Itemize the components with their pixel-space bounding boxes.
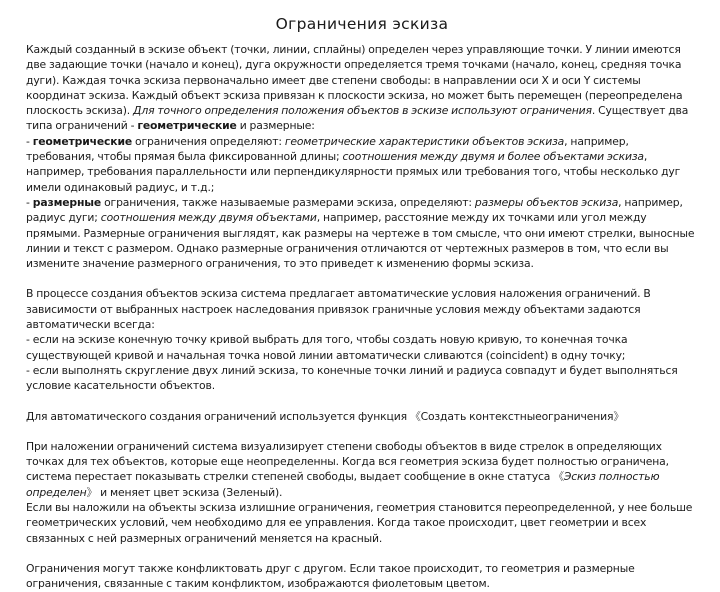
visualization-text-a: При наложении ограничений система визуализирует степени свободы объектов в виде стрелок в определяющих точках для тех объектов, которые еще неопределенны. Когда вся геометрия эскиза будет полностью ограничена, система перестает показывать стрелки степеней свободы, выдает сообщение в окне статуса 《 (26, 439, 669, 484)
intro-text-end: и размерные: (236, 119, 315, 133)
dimensional-text-c: , например, расстояние между их точками или угол между прямыми. Размерные ограничения выглядят, как размеры на чертеже в том смысле, что они имеют стрелки, выносные линии и текст с размером. Однако размерные ограничения отличаются от чертежных размеров в том, что если вы измените значение размерного ограничения, то это приведет к изменению формы эскиза. (26, 211, 695, 271)
spacer (26, 271, 698, 286)
visualization-em: Эскиз полностью определен (26, 470, 660, 499)
intro-text-tail: . Существует два типа ограничений - (26, 104, 689, 133)
intro-emphasis: Для точного определения положения объектов в эскизе используют ограничения (133, 104, 592, 118)
dimensional-text-b: , например, радиус дуги; (26, 195, 683, 225)
spacer (26, 424, 698, 439)
geometric-em-1: геометрические характеристики объектов эскиза (284, 134, 565, 148)
geometric-text-b: , например, требования, чтобы прямая была фиксированной длины; (26, 134, 629, 164)
spacer (26, 394, 698, 409)
paragraph-intro (26, 42, 698, 134)
paragraph-visualization (26, 439, 698, 500)
visualization-text-b: 》 и меняет цвет эскиза (Зеленый). (86, 485, 283, 499)
geometric-dash: - (26, 134, 33, 148)
geometric-text-a: ограничения определяют: (132, 134, 285, 148)
geometric-em-2: соотношения между двумя и более объектами эскиза (342, 150, 644, 164)
dimensional-dash: - (26, 195, 33, 209)
spacer (26, 546, 698, 561)
dimensional-text-a: ограничения, также называемые размерами эскиза, определяют: (101, 195, 475, 209)
intro-text: Каждый созданный в эскизе объект (точки, линии, сплайны) определен через управляющие точки. У линии имеются две задающие точки (начало и конец), дуга окружности определяется тремя точками (начало, конец, средняя точка дуги). Каждая точка эскиза первоначально имеет две степени свободы: в направлении оси X и оси Y системы координат эскиза. Каждый объект эскиза привязан к плоскости эскиза, но может быть перемещен (переопределена плоскость эскиза). (26, 43, 683, 118)
geometric-text-c: , например, требования параллельности или перпендикулярности прямых или требования того, чтобы несколько дуг имели одинаковый радиус, и т.д.; (26, 150, 681, 194)
paragraph-geometric (26, 134, 698, 195)
page-title: Ограничения эскиза (275, 15, 449, 33)
paragraph-dimensional (26, 195, 698, 271)
paragraph-coincident: - если на эскизе конечную точку кривой выбрать для того, чтобы создать новую кривую, то конечная точка существующей кривой и начальная точка новой линии автоматически сливаются (coincident) в одну точку; (26, 333, 628, 362)
intro-strong: геометрические (137, 119, 237, 133)
paragraph-conflict: Ограничения могут также конфликтовать друг с другом. Если такое происходит, то геометрия и размерные ограничения, связанные с таким конфликтом, изображаются фиолетовым цветом. (26, 561, 635, 591)
dimensional-em-2: соотношения между двумя объектами (100, 211, 317, 225)
paragraph-function: Для автоматического создания ограничений используется функция 《Создать контекстныеограничения》 (26, 409, 624, 423)
paragraph-auto-conditions: В процессе создания объектов эскиза система предлагает автоматические условия наложения ограничений. В зависимости от выбранных настроек наследования привязок граничные условия между объектами задаются автоматически всегда: (26, 287, 651, 332)
dimensional-em-1: размеры объектов эскиза (474, 195, 619, 209)
geometric-strong: геометрические (32, 134, 133, 148)
paragraph-overconstrained: Если вы наложили на объекты эскиза излишние ограничения, геометрия становится переопределенной, у нее больше геометрических условий, чем необходимо для ее управления. Когда такое происходит, цвет геометрии и всех связанных с ней размерных ограничений меняется на красный. (26, 501, 693, 545)
paragraph-tangency: - если выполнять скругление двух линий эскиза, то конечные точки линий и радиуса совпадут и будет выполняться условие касательности объектов. (26, 363, 678, 393)
dimensional-strong: размерные (32, 195, 102, 209)
